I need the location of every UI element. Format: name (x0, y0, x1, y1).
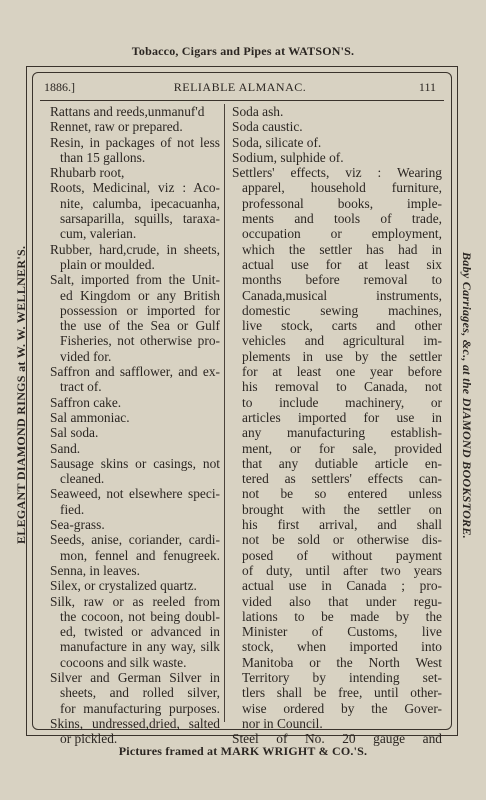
text-line: cleaned. (60, 471, 105, 487)
text-line: posed of without payment (242, 547, 442, 563)
text-line: sheets, and rolled silver, (60, 685, 220, 701)
text-line: the use of the Sea or Gulf (60, 318, 220, 334)
text-line: Soda caustic. (232, 119, 303, 135)
text-line: sarsaparilla, squills, taraxa- (60, 211, 220, 227)
text-line: ment, or for sale, provided (242, 440, 442, 456)
column-divider (224, 104, 225, 722)
text-line: possession or imported for (60, 302, 220, 318)
text-line: Sea-grass. (50, 517, 105, 533)
text-line: of duty, until after two years (242, 562, 442, 578)
text-line: Settlers' effects, viz : Wearing (232, 165, 442, 181)
text-line: cum, valerian. (60, 226, 137, 242)
text-line: to include machinery, or (242, 394, 442, 410)
text-line: wise ordered by the Gover- (242, 700, 442, 716)
top-advertisement: Tobacco, Cigars and Pipes at WATSON'S. (131, 44, 355, 58)
text-line: Sodium, sulphide of. (232, 149, 344, 165)
text-line: Rubber, hard,crude, in sheets, (50, 241, 220, 257)
text-line: manufacture in any way, silk (60, 639, 220, 655)
text-line: Seaweed, not elsewhere speci- (50, 486, 220, 502)
text-line: Rattans and reeds,unmanuf'd (50, 104, 205, 119)
text-line: Saffron and safflower, and ex- (50, 364, 220, 380)
text-line: Salt, imported from the Unit- (50, 272, 220, 288)
text-line: for manufacturing purposes. (60, 700, 220, 716)
text-line: nite, calumba, ipecacuanha, (60, 195, 220, 211)
text-line: or pickled. (60, 731, 118, 747)
text-line: which the settler has had in (242, 241, 442, 257)
text-line: actual use for at least six (242, 256, 442, 272)
text-line: vehicles and agricultural im- (242, 333, 442, 349)
text-line: lations to be made by the (242, 608, 442, 624)
text-line: not be sold or otherwise dis- (242, 532, 442, 548)
text-line: Roots, Medicinal, viz : Aco- (50, 180, 220, 196)
text-line: Silver and German Silver in (50, 669, 220, 685)
text-line: Resin, in packages of not less (50, 134, 220, 150)
text-line: cocoons and silk waste. (60, 654, 187, 670)
text-line: professonal books, imple- (242, 195, 442, 211)
text-line: Territory by intending set- (242, 669, 442, 685)
text-line: live stock, carts and other (242, 318, 442, 334)
text-line: Sand. (50, 440, 81, 456)
text-line: tlers shall be free, until other- (242, 685, 442, 701)
right-side-advertisement: Baby Carriages, &c., at the DIAMOND BOOKSTORE. (460, 251, 474, 539)
header-title: RELIABLE ALMANAC. (173, 80, 307, 94)
text-line: Fisheries, not otherwise pro- (60, 333, 220, 349)
bottom-advertisement: Pictures framed at MARK WRIGHT & CO.'S. (118, 744, 368, 758)
left-side-advertisement: ELEGANT DIAMOND RINGS at W. W. WELLNER'S. (14, 245, 28, 545)
text-line: Minister of Customs, live (242, 624, 442, 640)
text-line: his first arrival, and shall (242, 517, 442, 533)
text-line: Sausage skins or casings, not (50, 455, 220, 471)
text-line: Silex, or crystalized quartz. (50, 578, 197, 594)
text-line: that any dutiable article en- (242, 455, 442, 471)
text-line: actual use in Canada ; pro- (242, 578, 442, 594)
text-line: occupation or employment, (242, 226, 442, 242)
text-line: Rhubarb root, (50, 165, 125, 181)
text-line: apparel, household furniture, (242, 180, 442, 196)
text-line: vided for. (60, 348, 112, 364)
page-number: 111 (418, 80, 436, 94)
text-line: nor in Council. (242, 715, 323, 731)
text-line: mon, fennel and fenugreek. (60, 547, 220, 563)
text-line: tract of. (60, 379, 102, 395)
text-line: articles imported for use in (242, 409, 442, 425)
text-line: ments and tools of trade, (242, 211, 442, 227)
right-column (232, 104, 442, 746)
text-line: ed Kingdom or any British (60, 287, 220, 303)
text-line: Sal soda. (50, 425, 99, 441)
text-line: Senna, in leaves. (50, 562, 140, 578)
text-line: stock, when imported into (242, 639, 442, 655)
text-line: Manitoba or the North West (242, 654, 442, 670)
text-line: Saffron cake. (50, 394, 122, 410)
text-line: Canada,musical instruments, (242, 287, 442, 303)
text-line: months before removal to (242, 272, 442, 288)
text-line: Sal ammoniac. (50, 409, 130, 425)
text-line: Rennet, raw or prepared. (50, 119, 183, 135)
text-line: brought with the settler on (242, 501, 442, 517)
text-line: Silk, raw or as reeled from (50, 593, 220, 609)
text-line: Seeds, anise, coriander, cardi- (50, 532, 220, 548)
text-line: Soda ash. (232, 104, 284, 119)
text-line: domestic sewing machines, (242, 302, 442, 318)
text-line: fied. (60, 501, 85, 517)
text-line: any manufacturing establish- (242, 425, 442, 441)
text-line: than 15 gallons. (60, 149, 146, 165)
text-line: the cocoon, not being doubl- (60, 608, 220, 624)
text-line: tered as settlers' effects can- (242, 471, 442, 487)
text-line: Steel of No. 20 gauge and (232, 731, 442, 747)
text-line: vided also that under regu- (242, 593, 442, 609)
text-line: plain or moulded. (60, 256, 155, 272)
left-column (50, 104, 220, 746)
text-line: his removal to Canada, not (242, 379, 442, 395)
text-line: for at least one year before (242, 364, 442, 380)
running-header (44, 80, 436, 98)
text-line: ed, twisted or advanced in (60, 624, 220, 640)
text-line: Soda, silicate of. (232, 134, 322, 150)
text-line: not be so entered unless (242, 486, 442, 502)
header-year: 1886.] (44, 80, 75, 94)
text-line: plements in use by the settler (242, 348, 442, 364)
header-rule (40, 100, 444, 101)
text-line: Skins, undressed,dried, salted (50, 715, 220, 731)
